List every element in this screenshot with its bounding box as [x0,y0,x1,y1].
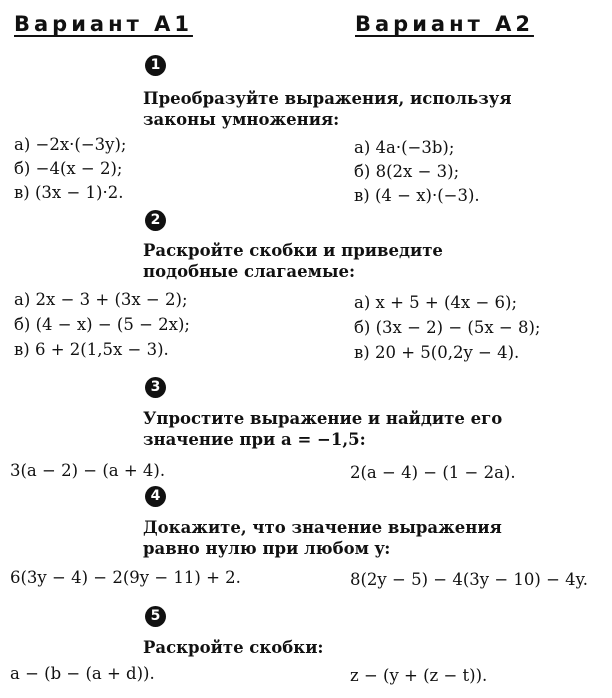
task-3-instruction-line-2: значение при a = −1,5: [143,430,366,449]
task-1-instruction-line-2: законы умножения: [143,110,340,129]
task-1-a1-item-b: б) −4(x − 2); [14,159,123,178]
task-3-instruction [143,408,502,450]
task-2-a2-item-b: б) (3x − 2) − (5x − 8); [354,318,541,337]
task-2-a1-item-c: в) 6 + 2(1,5x − 3). [14,340,169,359]
task-2-number-badge: 2 [145,210,166,231]
task-1-a1-item-a: а) −2x·(−3y); [14,135,127,154]
task-1-a2-item-a: а) 4a·(−3b); [354,138,455,157]
task-5-number-badge: 5 [145,606,166,627]
variant-a1-title: Вариант А1 [14,12,193,36]
task-1-instruction [143,88,512,130]
task-2-instruction-line-1: Раскройте скобки и приведите [143,241,443,260]
task-2-instruction [143,240,443,282]
task-1-number-badge: 1 [145,55,166,76]
task-2-a2-item-a: а) x + 5 + (4x − 6); [354,293,518,312]
task-2-a1-item-b: б) (4 − x) − (5 − 2x); [14,315,190,334]
task-2-instruction-line-2: подобные слагаемые: [143,262,356,281]
task-4-instruction [143,517,502,559]
task-1-a2-item-b: б) 8(2x − 3); [354,162,460,181]
task-5-instruction-line-1: Раскройте скобки: [143,638,324,657]
task-4-number-badge: 4 [145,486,166,507]
task-4-instruction-line-2: равно нулю при любом y: [143,539,391,558]
task-4-instruction-line-1: Докажите, что значение выражения [143,518,502,537]
variant-a2-title: Вариант А2 [355,12,534,36]
task-2-a1-item-a: а) 2x − 3 + (3x − 2); [14,290,188,309]
task-1-instruction-line-1: Преобразуйте выражения, используя [143,89,512,108]
task-3-instruction-line-1: Упростите выражение и найдите его [143,409,503,428]
task-1-a2-item-c: в) (4 − x)·(−3). [354,186,480,205]
task-3-a2-expression: 2(a − 4) − (1 − 2a). [350,463,516,482]
task-1-a1-item-c: в) (3x − 1)·2. [14,183,124,202]
task-5-a2-expression: z − (y + (z − t)). [350,666,488,685]
task-5-a1-expression: a − (b − (a + d)). [10,664,155,683]
task-3-number-badge: 3 [145,377,166,398]
task-4-a1-expression: 6(3y − 4) − 2(9y − 11) + 2. [10,568,241,587]
task-5-instruction [143,637,324,658]
task-2-a2-item-c: в) 20 + 5(0,2y − 4). [354,343,520,362]
task-4-a2-expression: 8(2y − 5) − 4(3y − 10) − 4y. [350,570,589,589]
task-3-a1-expression: 3(a − 2) − (a + 4). [10,461,166,480]
